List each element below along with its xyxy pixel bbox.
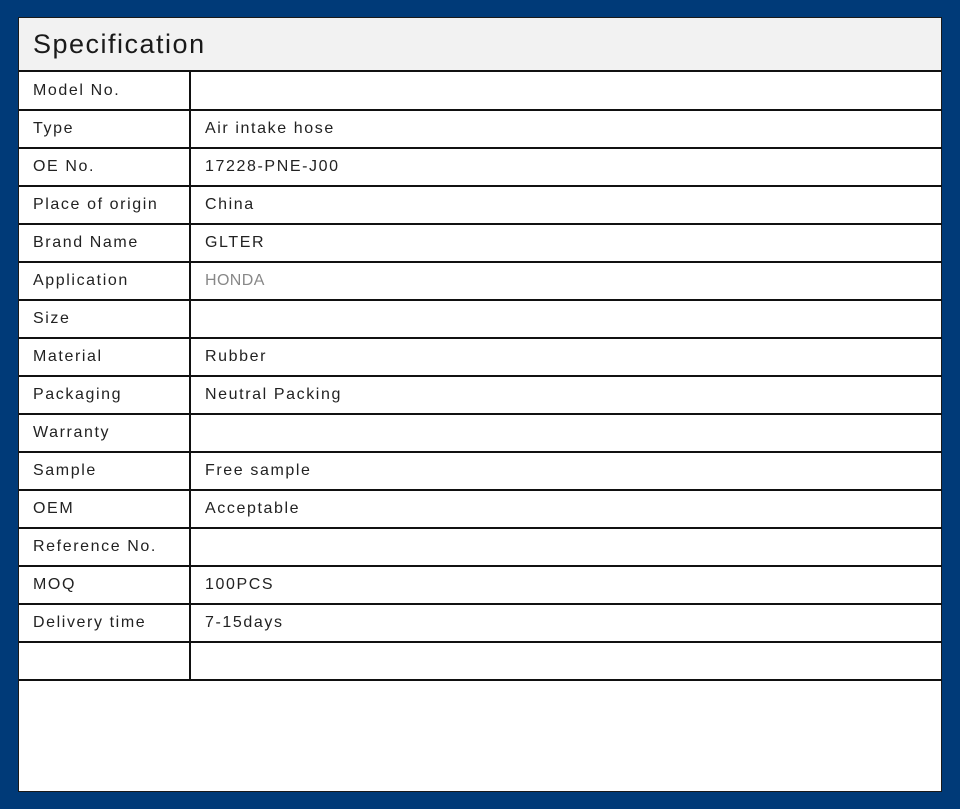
spec-value [190,414,942,452]
table-row [19,148,942,186]
spec-value: Acceptable [190,490,942,528]
spec-value: HONDA [190,262,942,300]
spec-value [190,528,942,566]
spec-key [19,642,190,680]
spec-value: China [190,186,942,224]
table-row [19,262,942,300]
table-row [19,414,942,452]
table-row [19,642,942,680]
spec-key: OE No. [19,148,190,186]
table-row [19,72,942,110]
spec-key: Size [19,300,190,338]
table-row [19,490,942,528]
table-row [19,338,942,376]
table-row [19,224,942,262]
table-row [19,376,942,414]
spec-value [190,72,942,110]
spec-value: Neutral Packing [190,376,942,414]
spec-key: Place of origin [19,186,190,224]
table-row [19,528,942,566]
spec-value: Rubber [190,338,942,376]
spec-key: Delivery time [19,604,190,642]
spec-key: Sample [19,452,190,490]
specification-table [19,72,942,681]
table-row [19,604,942,642]
spec-key: Type [19,110,190,148]
spec-value: 17228-PNE-J00 [190,148,942,186]
table-row [19,452,942,490]
spec-key: Packaging [19,376,190,414]
spec-key: Brand Name [19,224,190,262]
specification-header [19,18,941,72]
spec-value: 7-15days [190,604,942,642]
page-title: Specification [33,28,206,59]
spec-key: MOQ [19,566,190,604]
spec-key: OEM [19,490,190,528]
spec-value [190,642,942,680]
table-row [19,110,942,148]
spec-value: 100PCS [190,566,942,604]
spec-key: Model No. [19,72,190,110]
spec-key: Warranty [19,414,190,452]
spec-key: Material [19,338,190,376]
spec-key: Application [19,262,190,300]
spec-value: Free sample [190,452,942,490]
spec-key: Reference No. [19,528,190,566]
table-row [19,300,942,338]
spec-value: GLTER [190,224,942,262]
table-row [19,566,942,604]
spec-value [190,300,942,338]
table-row [19,186,942,224]
spec-value: Air intake hose [190,110,942,148]
specification-panel [18,17,942,792]
